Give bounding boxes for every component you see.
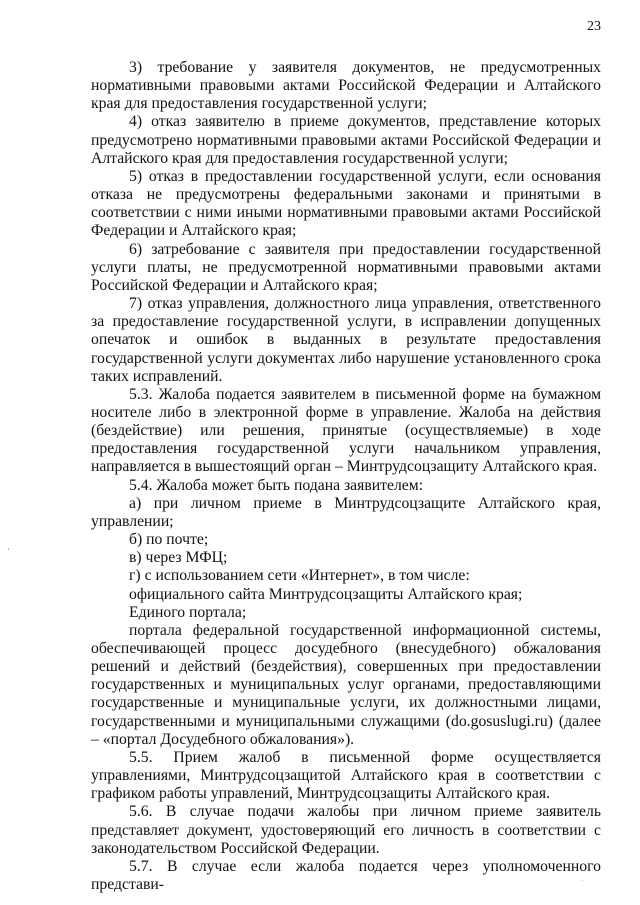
document-body [91,59,601,894]
scan-speck [8,548,9,550]
paragraph-item-4: 4) отказ заявителю в приеме документов, представление которых предусмотрено нормативными правовыми актами Российской Федерации и Алтайского края для предоставления государственной услуги; [91,113,601,167]
paragraph-5-7: 5.7. В случае если жалоба подается через уполномоченного представи- [91,857,601,894]
paragraph-item-7: 7) отказ управления, должностного лица управления, ответственного за предоставление государственной услуги, в исправлении допущенных опечаток и ошибок в выданных в результате предоставления государственной услуги документах либо нарушение установленного срока таких исправлений. [91,295,601,385]
list-item-a: а) при личном приеме в Минтрудсоцзащите Алтайского края, управлении; [91,494,601,530]
paragraph-5-3: 5.3. Жалоба подается заявителем в письменной форме на бумажном носителе либо в электронной форме в управление. Жалоба на действия (бездействие) или решения, принятые (осуществляемые) в ходе предоставления государственной услуги начальником управления, направляется в вышестоящий орган – Минтрудсоцзащиту Алтайского края. [91,385,601,476]
list-item-b: б) по почте; [129,531,209,549]
paragraph-item-5: 5) отказ в предоставлении государственной услуги, если основания отказа не предусмотрены федеральными законами и принятыми в соответствии с ними иными нормативными правовыми актами Российской Федерации и Алтайского края; [91,167,601,240]
list-item-v: в) через МФЦ; [129,549,228,567]
sub-item-official-site: официального сайта Минтрудсоцзащиты Алтайского края; [129,585,523,603]
list-item-g: г) с использованием сети «Интернет», в том числе: [129,567,470,585]
paragraph-item-3: 3) требование у заявителя документов, не предусмотренных нормативными правовыми актами Российской Федерации и Алтайского края для предоставления государственной услуги; [91,59,601,113]
page-number: 23 [587,19,601,34]
paragraph-5-6: 5.6. В случае подачи жалобы при личном приеме заявитель представляет документ, удостоверяющий его личность в соответствии с законодательством Российской Федерации. [91,803,601,857]
sub-item-unified-portal: Единого портала; [129,603,247,621]
paragraph-5-5: 5.5. Прием жалоб в письменной форме осуществляется управлениями, Минтрудсоцзащитой Алтайского края в соответствии с графиком работы управлений, Минтрудсоцзащиты Алтайского края. [91,748,601,803]
paragraph-5-4: 5.4. Жалоба может быть подана заявителем: [129,476,424,494]
scan-speck [582,880,583,881]
paragraph-item-6: 6) затребование с заявителя при предоставлении государственной услуги платы, не предусмотренной нормативными правовыми актами Российской Федерации и Алтайского края; [91,240,601,294]
sub-item-appeal-portal: портала федеральной государственной информационной системы, обеспечивающей процесс досудебного (внесудебного) обжалования решений и действий (бездействия), совершенных при предоставлении государственных и муниципальных услуг органами, предоставляющими государственные и муниципальные услуги, их должностными лицами, государственными и муниципальными служащими (do.gosuslugi.ru) (далее – «портал Досудебного обжалования»). [91,621,601,748]
